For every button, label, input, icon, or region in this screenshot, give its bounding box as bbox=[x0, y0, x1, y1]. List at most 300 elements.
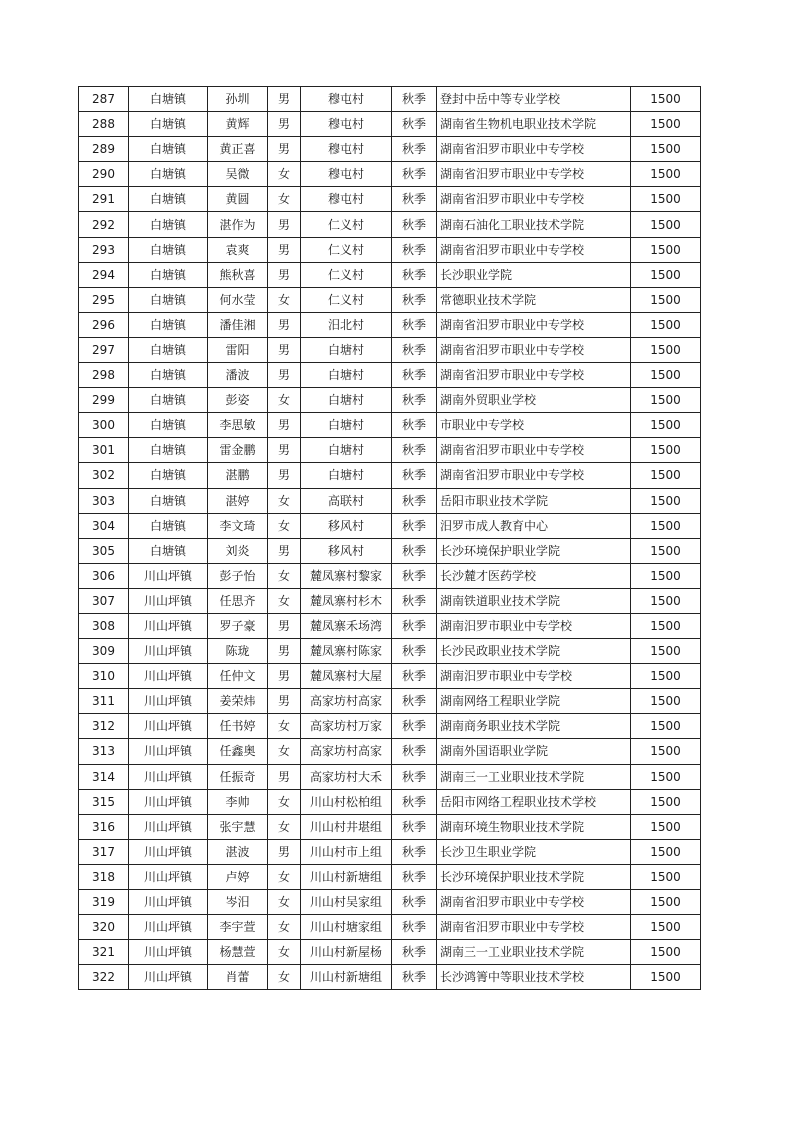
amount-cell: 1500 bbox=[631, 563, 701, 588]
town-cell: 白塘镇 bbox=[129, 538, 208, 563]
gender-cell: 女 bbox=[268, 162, 301, 187]
village-text: 高家坊村高家 bbox=[309, 694, 382, 709]
season-cell: 秋季 bbox=[392, 488, 437, 513]
student-name-cell: 张宇慧 bbox=[208, 814, 268, 839]
village-cell bbox=[301, 890, 392, 915]
row-number-cell: 290 bbox=[79, 162, 129, 187]
town-cell: 白塘镇 bbox=[129, 337, 208, 362]
season-cell: 秋季 bbox=[392, 789, 437, 814]
table-row bbox=[79, 463, 701, 488]
student-name-cell: 雷阳 bbox=[208, 337, 268, 362]
school-cell: 湖南省汨罗市职业中专学校 bbox=[437, 312, 631, 337]
school-cell: 岳阳市网络工程职业技术学校 bbox=[437, 789, 631, 814]
student-name-cell: 李宇萱 bbox=[208, 915, 268, 940]
village-cell: 穆屯村 bbox=[301, 87, 392, 112]
school-cell: 长沙卫生职业学院 bbox=[437, 839, 631, 864]
gender-cell: 女 bbox=[268, 940, 301, 965]
season-cell: 秋季 bbox=[392, 463, 437, 488]
season-cell: 秋季 bbox=[392, 137, 437, 162]
student-name-cell: 杨慧萱 bbox=[208, 940, 268, 965]
student-name-cell: 陈珑 bbox=[208, 639, 268, 664]
village-cell: 白塘村 bbox=[301, 438, 392, 463]
town-cell: 川山坪镇 bbox=[129, 588, 208, 613]
school-cell: 湖南汨罗市职业中专学校 bbox=[437, 664, 631, 689]
student-name-cell: 刘炎 bbox=[208, 538, 268, 563]
season-cell: 秋季 bbox=[392, 764, 437, 789]
gender-cell: 男 bbox=[268, 463, 301, 488]
season-cell: 秋季 bbox=[392, 112, 437, 137]
village-text: 川山村塘家组 bbox=[309, 920, 382, 935]
table-row bbox=[79, 814, 701, 839]
amount-cell: 1500 bbox=[631, 538, 701, 563]
row-number-cell: 296 bbox=[79, 312, 129, 337]
season-cell: 秋季 bbox=[392, 814, 437, 839]
student-name-cell: 潘波 bbox=[208, 363, 268, 388]
table-row bbox=[79, 563, 701, 588]
gender-cell: 女 bbox=[268, 287, 301, 312]
row-number-cell: 303 bbox=[79, 488, 129, 513]
school-cell: 长沙职业学院 bbox=[437, 262, 631, 287]
town-cell: 白塘镇 bbox=[129, 162, 208, 187]
season-cell: 秋季 bbox=[392, 87, 437, 112]
gender-cell: 男 bbox=[268, 112, 301, 137]
town-cell: 川山坪镇 bbox=[129, 864, 208, 889]
amount-cell: 1500 bbox=[631, 940, 701, 965]
row-number-cell: 316 bbox=[79, 814, 129, 839]
gender-cell: 男 bbox=[268, 764, 301, 789]
village-cell: 白塘村 bbox=[301, 363, 392, 388]
amount-cell: 1500 bbox=[631, 388, 701, 413]
row-number-cell: 312 bbox=[79, 714, 129, 739]
row-number-cell: 291 bbox=[79, 187, 129, 212]
village-cell: 穆屯村 bbox=[301, 112, 392, 137]
gender-cell: 女 bbox=[268, 563, 301, 588]
town-cell: 白塘镇 bbox=[129, 488, 208, 513]
town-cell: 白塘镇 bbox=[129, 112, 208, 137]
student-name-cell: 雷金鹏 bbox=[208, 438, 268, 463]
student-name-cell: 罗子豪 bbox=[208, 613, 268, 638]
season-cell: 秋季 bbox=[392, 613, 437, 638]
row-number-cell: 315 bbox=[79, 789, 129, 814]
amount-cell: 1500 bbox=[631, 363, 701, 388]
table-row bbox=[79, 588, 701, 613]
gender-cell: 女 bbox=[268, 965, 301, 990]
school-cell: 湖南三一工业职业技术学院 bbox=[437, 940, 631, 965]
village-cell bbox=[301, 839, 392, 864]
table-row bbox=[79, 237, 701, 262]
school-cell: 长沙鸿箐中等职业技术学校 bbox=[437, 965, 631, 990]
gender-cell: 男 bbox=[268, 613, 301, 638]
table-row bbox=[79, 538, 701, 563]
amount-cell: 1500 bbox=[631, 463, 701, 488]
season-cell: 秋季 bbox=[392, 739, 437, 764]
season-cell: 秋季 bbox=[392, 839, 437, 864]
amount-cell: 1500 bbox=[631, 613, 701, 638]
village-cell bbox=[301, 965, 392, 990]
town-cell: 白塘镇 bbox=[129, 438, 208, 463]
season-cell: 秋季 bbox=[392, 588, 437, 613]
student-name-cell: 湛婷 bbox=[208, 488, 268, 513]
row-number-cell: 319 bbox=[79, 890, 129, 915]
season-cell: 秋季 bbox=[392, 689, 437, 714]
school-cell: 汨罗市成人教育中心 bbox=[437, 513, 631, 538]
amount-cell: 1500 bbox=[631, 689, 701, 714]
school-cell: 湖南外贸职业学校 bbox=[437, 388, 631, 413]
gender-cell: 女 bbox=[268, 488, 301, 513]
gender-cell: 女 bbox=[268, 864, 301, 889]
season-cell: 秋季 bbox=[392, 438, 437, 463]
village-text: 川山村吴家组 bbox=[309, 895, 382, 910]
season-cell: 秋季 bbox=[392, 714, 437, 739]
amount-cell: 1500 bbox=[631, 162, 701, 187]
school-cell: 长沙民政职业技术学院 bbox=[437, 639, 631, 664]
table-row bbox=[79, 212, 701, 237]
town-cell: 川山坪镇 bbox=[129, 940, 208, 965]
season-cell: 秋季 bbox=[392, 639, 437, 664]
gender-cell: 男 bbox=[268, 438, 301, 463]
table-row bbox=[79, 664, 701, 689]
student-name-cell: 袁爽 bbox=[208, 237, 268, 262]
row-number-cell: 309 bbox=[79, 639, 129, 664]
school-cell: 湖南省汨罗市职业中专学校 bbox=[437, 438, 631, 463]
gender-cell: 男 bbox=[268, 538, 301, 563]
amount-cell: 1500 bbox=[631, 337, 701, 362]
school-cell: 市职业中专学校 bbox=[437, 413, 631, 438]
table-row bbox=[79, 739, 701, 764]
village-cell: 白塘村 bbox=[301, 337, 392, 362]
row-number-cell: 301 bbox=[79, 438, 129, 463]
student-name-cell: 姜荣炜 bbox=[208, 689, 268, 714]
town-cell: 白塘镇 bbox=[129, 262, 208, 287]
row-number-cell: 305 bbox=[79, 538, 129, 563]
row-number-cell: 288 bbox=[79, 112, 129, 137]
table-row bbox=[79, 864, 701, 889]
school-cell: 长沙麓才医药学校 bbox=[437, 563, 631, 588]
amount-cell: 1500 bbox=[631, 513, 701, 538]
row-number-cell: 294 bbox=[79, 262, 129, 287]
town-cell: 白塘镇 bbox=[129, 137, 208, 162]
school-cell: 长沙环境保护职业学院 bbox=[437, 538, 631, 563]
student-name-cell: 黄圆 bbox=[208, 187, 268, 212]
table-row bbox=[79, 262, 701, 287]
village-text: 麓凤寨村黎家 bbox=[309, 568, 382, 583]
student-name-cell: 任仲文 bbox=[208, 664, 268, 689]
season-cell: 秋季 bbox=[392, 664, 437, 689]
village-cell: 穆屯村 bbox=[301, 162, 392, 187]
village-cell: 仁义村 bbox=[301, 287, 392, 312]
amount-cell: 1500 bbox=[631, 915, 701, 940]
school-cell: 岳阳市职业技术学院 bbox=[437, 488, 631, 513]
village-text: 川山村松柏组 bbox=[309, 794, 382, 809]
village-cell: 穆屯村 bbox=[301, 137, 392, 162]
row-number-cell: 317 bbox=[79, 839, 129, 864]
town-cell: 川山坪镇 bbox=[129, 664, 208, 689]
town-cell: 川山坪镇 bbox=[129, 965, 208, 990]
table-row bbox=[79, 639, 701, 664]
table-row bbox=[79, 513, 701, 538]
season-cell: 秋季 bbox=[392, 940, 437, 965]
gender-cell: 男 bbox=[268, 262, 301, 287]
gender-cell: 男 bbox=[268, 839, 301, 864]
village-text: 川山村新塘组 bbox=[309, 970, 382, 985]
town-cell: 白塘镇 bbox=[129, 212, 208, 237]
student-name-cell: 李帅 bbox=[208, 789, 268, 814]
season-cell: 秋季 bbox=[392, 388, 437, 413]
table-row bbox=[79, 162, 701, 187]
student-name-cell: 彭姿 bbox=[208, 388, 268, 413]
amount-cell: 1500 bbox=[631, 87, 701, 112]
amount-cell: 1500 bbox=[631, 965, 701, 990]
amount-cell: 1500 bbox=[631, 588, 701, 613]
row-number-cell: 289 bbox=[79, 137, 129, 162]
amount-cell: 1500 bbox=[631, 764, 701, 789]
row-number-cell: 322 bbox=[79, 965, 129, 990]
table-row bbox=[79, 388, 701, 413]
row-number-cell: 308 bbox=[79, 613, 129, 638]
table-row bbox=[79, 488, 701, 513]
student-name-cell: 任振奇 bbox=[208, 764, 268, 789]
season-cell: 秋季 bbox=[392, 187, 437, 212]
school-cell: 湖南省汨罗市职业中专学校 bbox=[437, 137, 631, 162]
amount-cell: 1500 bbox=[631, 438, 701, 463]
village-cell bbox=[301, 814, 392, 839]
gender-cell: 女 bbox=[268, 714, 301, 739]
table-row bbox=[79, 839, 701, 864]
village-text: 麓凤寨村杉木 bbox=[309, 593, 382, 608]
village-cell bbox=[301, 915, 392, 940]
amount-cell: 1500 bbox=[631, 413, 701, 438]
town-cell: 川山坪镇 bbox=[129, 739, 208, 764]
season-cell: 秋季 bbox=[392, 513, 437, 538]
table-row bbox=[79, 613, 701, 638]
school-cell: 湖南省生物机电职业技术学院 bbox=[437, 112, 631, 137]
season-cell: 秋季 bbox=[392, 563, 437, 588]
school-cell: 登封中岳中等专业学校 bbox=[437, 87, 631, 112]
season-cell: 秋季 bbox=[392, 915, 437, 940]
amount-cell: 1500 bbox=[631, 112, 701, 137]
village-cell bbox=[301, 664, 392, 689]
student-name-cell: 黄辉 bbox=[208, 112, 268, 137]
school-cell: 湖南三一工业职业技术学院 bbox=[437, 764, 631, 789]
gender-cell: 男 bbox=[268, 689, 301, 714]
town-cell: 白塘镇 bbox=[129, 513, 208, 538]
school-cell: 湖南省汨罗市职业中专学校 bbox=[437, 363, 631, 388]
student-name-cell: 吴微 bbox=[208, 162, 268, 187]
school-cell: 湖南省汨罗市职业中专学校 bbox=[437, 237, 631, 262]
row-number-cell: 297 bbox=[79, 337, 129, 362]
season-cell: 秋季 bbox=[392, 864, 437, 889]
row-number-cell: 307 bbox=[79, 588, 129, 613]
amount-cell: 1500 bbox=[631, 287, 701, 312]
season-cell: 秋季 bbox=[392, 965, 437, 990]
town-cell: 川山坪镇 bbox=[129, 890, 208, 915]
student-name-cell: 熊秋喜 bbox=[208, 262, 268, 287]
row-number-cell: 287 bbox=[79, 87, 129, 112]
school-cell: 湖南铁道职业技术学院 bbox=[437, 588, 631, 613]
school-cell: 湖南省汨罗市职业中专学校 bbox=[437, 890, 631, 915]
row-number-cell: 300 bbox=[79, 413, 129, 438]
season-cell: 秋季 bbox=[392, 287, 437, 312]
row-number-cell: 318 bbox=[79, 864, 129, 889]
table-row bbox=[79, 363, 701, 388]
gender-cell: 女 bbox=[268, 739, 301, 764]
student-name-cell: 彭子怡 bbox=[208, 563, 268, 588]
town-cell: 川山坪镇 bbox=[129, 563, 208, 588]
village-cell: 移风村 bbox=[301, 538, 392, 563]
subsidy-table bbox=[78, 86, 701, 990]
village-cell: 仁义村 bbox=[301, 237, 392, 262]
table-row bbox=[79, 337, 701, 362]
gender-cell: 女 bbox=[268, 814, 301, 839]
village-text: 麓凤寨禾场湾 bbox=[309, 619, 382, 634]
town-cell: 川山坪镇 bbox=[129, 789, 208, 814]
amount-cell: 1500 bbox=[631, 814, 701, 839]
row-number-cell: 295 bbox=[79, 287, 129, 312]
table-row bbox=[79, 890, 701, 915]
table-row bbox=[79, 764, 701, 789]
town-cell: 川山坪镇 bbox=[129, 613, 208, 638]
town-cell: 川山坪镇 bbox=[129, 839, 208, 864]
village-cell: 白塘村 bbox=[301, 463, 392, 488]
row-number-cell: 311 bbox=[79, 689, 129, 714]
gender-cell: 女 bbox=[268, 588, 301, 613]
gender-cell: 女 bbox=[268, 789, 301, 814]
village-text: 麓凤寨村陈家 bbox=[309, 644, 382, 659]
school-cell: 长沙环境保护职业技术学院 bbox=[437, 864, 631, 889]
school-cell: 湖南外国语职业学院 bbox=[437, 739, 631, 764]
village-text: 麓凤寨村大屋 bbox=[309, 669, 382, 684]
village-text: 高家坊村高家 bbox=[309, 744, 382, 759]
village-cell: 白塘村 bbox=[301, 388, 392, 413]
town-cell: 川山坪镇 bbox=[129, 814, 208, 839]
table-row bbox=[79, 915, 701, 940]
village-cell bbox=[301, 588, 392, 613]
school-cell: 湖南省汨罗市职业中专学校 bbox=[437, 187, 631, 212]
student-name-cell: 李思敏 bbox=[208, 413, 268, 438]
student-name-cell: 李文琦 bbox=[208, 513, 268, 538]
row-number-cell: 302 bbox=[79, 463, 129, 488]
row-number-cell: 298 bbox=[79, 363, 129, 388]
school-cell: 湖南商务职业技术学院 bbox=[437, 714, 631, 739]
table-row bbox=[79, 940, 701, 965]
village-cell: 高联村 bbox=[301, 488, 392, 513]
village-cell bbox=[301, 789, 392, 814]
table-row bbox=[79, 413, 701, 438]
town-cell: 川山坪镇 bbox=[129, 689, 208, 714]
school-cell: 湖南省汨罗市职业中专学校 bbox=[437, 162, 631, 187]
village-text: 高家坊村大禾 bbox=[309, 769, 382, 784]
gender-cell: 男 bbox=[268, 87, 301, 112]
student-name-cell: 何水莹 bbox=[208, 287, 268, 312]
amount-cell: 1500 bbox=[631, 864, 701, 889]
village-cell: 仁义村 bbox=[301, 262, 392, 287]
amount-cell: 1500 bbox=[631, 789, 701, 814]
village-cell: 白塘村 bbox=[301, 413, 392, 438]
village-cell bbox=[301, 689, 392, 714]
village-cell bbox=[301, 864, 392, 889]
school-cell: 湖南网络工程职业学院 bbox=[437, 689, 631, 714]
student-name-cell: 任书婷 bbox=[208, 714, 268, 739]
amount-cell: 1500 bbox=[631, 137, 701, 162]
table-row bbox=[79, 689, 701, 714]
gender-cell: 女 bbox=[268, 915, 301, 940]
amount-cell: 1500 bbox=[631, 212, 701, 237]
town-cell: 白塘镇 bbox=[129, 363, 208, 388]
table-row bbox=[79, 137, 701, 162]
town-cell: 川山坪镇 bbox=[129, 764, 208, 789]
school-cell: 湖南石油化工职业技术学院 bbox=[437, 212, 631, 237]
student-name-cell: 湛鹏 bbox=[208, 463, 268, 488]
town-cell: 白塘镇 bbox=[129, 413, 208, 438]
table-row bbox=[79, 187, 701, 212]
amount-cell: 1500 bbox=[631, 488, 701, 513]
village-text: 川山村市上组 bbox=[309, 844, 382, 859]
table-row bbox=[79, 438, 701, 463]
gender-cell: 男 bbox=[268, 137, 301, 162]
row-number-cell: 293 bbox=[79, 237, 129, 262]
student-name-cell: 任鑫奥 bbox=[208, 739, 268, 764]
gender-cell: 女 bbox=[268, 187, 301, 212]
student-name-cell: 湛波 bbox=[208, 839, 268, 864]
amount-cell: 1500 bbox=[631, 639, 701, 664]
row-number-cell: 306 bbox=[79, 563, 129, 588]
school-cell: 湖南省汨罗市职业中专学校 bbox=[437, 337, 631, 362]
school-cell: 湖南省汨罗市职业中专学校 bbox=[437, 915, 631, 940]
town-cell: 白塘镇 bbox=[129, 237, 208, 262]
season-cell: 秋季 bbox=[392, 538, 437, 563]
village-cell bbox=[301, 714, 392, 739]
student-name-cell: 潘佳湘 bbox=[208, 312, 268, 337]
village-cell bbox=[301, 639, 392, 664]
town-cell: 白塘镇 bbox=[129, 312, 208, 337]
amount-cell: 1500 bbox=[631, 664, 701, 689]
town-cell: 白塘镇 bbox=[129, 187, 208, 212]
amount-cell: 1500 bbox=[631, 237, 701, 262]
row-number-cell: 304 bbox=[79, 513, 129, 538]
season-cell: 秋季 bbox=[392, 312, 437, 337]
village-text: 川山村新屋杨 bbox=[309, 945, 382, 960]
student-name-cell: 肖蕾 bbox=[208, 965, 268, 990]
village-text: 高家坊村万家 bbox=[309, 719, 382, 734]
student-name-cell: 任思齐 bbox=[208, 588, 268, 613]
town-cell: 川山坪镇 bbox=[129, 714, 208, 739]
gender-cell: 男 bbox=[268, 312, 301, 337]
town-cell: 白塘镇 bbox=[129, 463, 208, 488]
row-number-cell: 292 bbox=[79, 212, 129, 237]
season-cell: 秋季 bbox=[392, 237, 437, 262]
row-number-cell: 320 bbox=[79, 915, 129, 940]
amount-cell: 1500 bbox=[631, 262, 701, 287]
village-cell bbox=[301, 563, 392, 588]
village-cell bbox=[301, 940, 392, 965]
season-cell: 秋季 bbox=[392, 413, 437, 438]
gender-cell: 男 bbox=[268, 363, 301, 388]
village-cell: 移风村 bbox=[301, 513, 392, 538]
table-row bbox=[79, 287, 701, 312]
gender-cell: 女 bbox=[268, 890, 301, 915]
row-number-cell: 313 bbox=[79, 739, 129, 764]
row-number-cell: 321 bbox=[79, 940, 129, 965]
season-cell: 秋季 bbox=[392, 890, 437, 915]
gender-cell: 女 bbox=[268, 513, 301, 538]
village-text: 川山村井堪组 bbox=[309, 819, 382, 834]
village-cell: 穆屯村 bbox=[301, 187, 392, 212]
table-row bbox=[79, 87, 701, 112]
school-cell: 湖南省汨罗市职业中专学校 bbox=[437, 463, 631, 488]
school-cell: 常德职业技术学院 bbox=[437, 287, 631, 312]
student-name-cell: 岑汨 bbox=[208, 890, 268, 915]
amount-cell: 1500 bbox=[631, 890, 701, 915]
